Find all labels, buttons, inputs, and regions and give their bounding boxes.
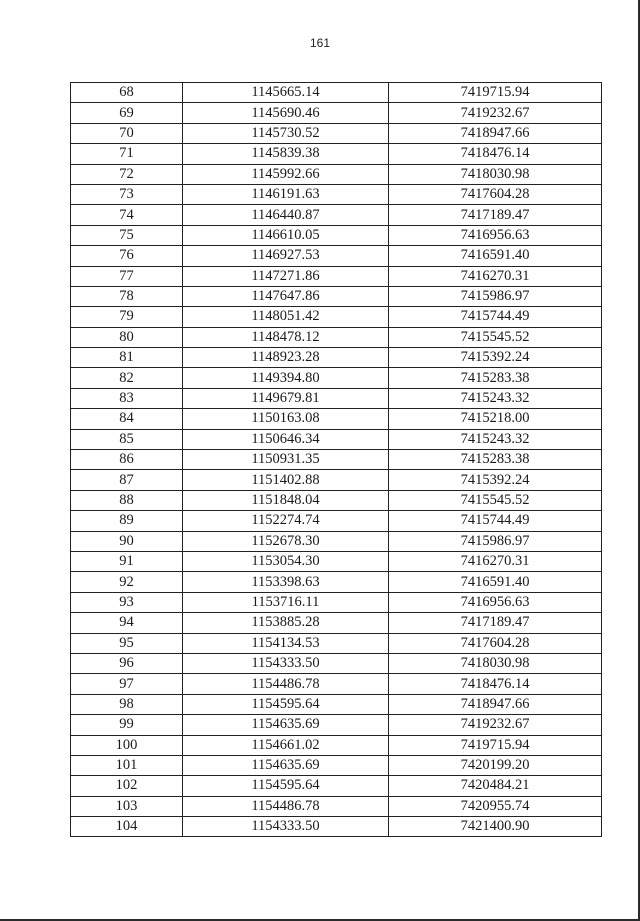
point-number-cell: 93: [71, 592, 183, 612]
x-coordinate-cell: 1146927.53: [183, 246, 389, 266]
x-coordinate-cell: 1150646.34: [183, 429, 389, 449]
y-coordinate-cell: 7415545.52: [389, 327, 602, 347]
point-number-cell: 71: [71, 144, 183, 164]
y-coordinate-cell: 7416270.31: [389, 551, 602, 571]
table-row: [71, 633, 602, 653]
x-coordinate-cell: 1154134.53: [183, 633, 389, 653]
point-number-cell: 97: [71, 674, 183, 694]
x-coordinate-cell: 1152274.74: [183, 511, 389, 531]
point-number-cell: 87: [71, 470, 183, 490]
table-row: [71, 184, 602, 204]
table-row: [71, 613, 602, 633]
x-coordinate-cell: 1154635.69: [183, 755, 389, 775]
x-coordinate-cell: 1154661.02: [183, 735, 389, 755]
y-coordinate-cell: 7419232.67: [389, 715, 602, 735]
point-number-cell: 96: [71, 653, 183, 673]
table-row: [71, 164, 602, 184]
table-row: [71, 144, 602, 164]
x-coordinate-cell: 1153054.30: [183, 551, 389, 571]
table-row: [71, 348, 602, 368]
table-row: [71, 450, 602, 470]
y-coordinate-cell: 7420955.74: [389, 796, 602, 816]
table-row: [71, 246, 602, 266]
point-number-cell: 77: [71, 266, 183, 286]
point-number-cell: 101: [71, 755, 183, 775]
point-number-cell: 88: [71, 490, 183, 510]
point-number-cell: 74: [71, 205, 183, 225]
point-number-cell: 90: [71, 531, 183, 551]
page-number: 161: [309, 36, 331, 50]
point-number-cell: 69: [71, 103, 183, 123]
x-coordinate-cell: 1146610.05: [183, 225, 389, 245]
y-coordinate-cell: 7418030.98: [389, 653, 602, 673]
y-coordinate-cell: 7415744.49: [389, 511, 602, 531]
x-coordinate-cell: 1146191.63: [183, 184, 389, 204]
x-coordinate-cell: 1146440.87: [183, 205, 389, 225]
y-coordinate-cell: 7415218.00: [389, 409, 602, 429]
y-coordinate-cell: 7416591.40: [389, 246, 602, 266]
y-coordinate-cell: 7418476.14: [389, 674, 602, 694]
x-coordinate-cell: 1145690.46: [183, 103, 389, 123]
x-coordinate-cell: 1154595.64: [183, 694, 389, 714]
y-coordinate-cell: 7418030.98: [389, 164, 602, 184]
point-number-cell: 76: [71, 246, 183, 266]
point-number-cell: 91: [71, 551, 183, 571]
coordinates-table: [70, 82, 602, 837]
y-coordinate-cell: 7415744.49: [389, 307, 602, 327]
point-number-cell: 99: [71, 715, 183, 735]
y-coordinate-cell: 7416270.31: [389, 266, 602, 286]
point-number-cell: 73: [71, 184, 183, 204]
y-coordinate-cell: 7415986.97: [389, 531, 602, 551]
table-row: [71, 796, 602, 816]
y-coordinate-cell: 7419715.94: [389, 735, 602, 755]
point-number-cell: 102: [71, 776, 183, 796]
table-row: [71, 674, 602, 694]
y-coordinate-cell: 7415283.38: [389, 368, 602, 388]
y-coordinate-cell: 7419232.67: [389, 103, 602, 123]
table-row: [71, 592, 602, 612]
y-coordinate-cell: 7416956.63: [389, 225, 602, 245]
x-coordinate-cell: 1154635.69: [183, 715, 389, 735]
point-number-cell: 79: [71, 307, 183, 327]
y-coordinate-cell: 7421400.90: [389, 817, 602, 837]
x-coordinate-cell: 1154333.50: [183, 817, 389, 837]
x-coordinate-cell: 1153885.28: [183, 613, 389, 633]
x-coordinate-cell: 1154595.64: [183, 776, 389, 796]
point-number-cell: 83: [71, 388, 183, 408]
y-coordinate-cell: 7415392.24: [389, 348, 602, 368]
table-row: [71, 735, 602, 755]
table-row: [71, 368, 602, 388]
table-row: [71, 327, 602, 347]
table-row: [71, 715, 602, 735]
y-coordinate-cell: 7416591.40: [389, 572, 602, 592]
x-coordinate-cell: 1149679.81: [183, 388, 389, 408]
x-coordinate-cell: 1148051.42: [183, 307, 389, 327]
point-number-cell: 70: [71, 123, 183, 143]
table-row: [71, 531, 602, 551]
point-number-cell: 68: [71, 83, 183, 103]
y-coordinate-cell: 7420199.20: [389, 755, 602, 775]
x-coordinate-cell: 1145730.52: [183, 123, 389, 143]
y-coordinate-cell: 7415545.52: [389, 490, 602, 510]
x-coordinate-cell: 1154333.50: [183, 653, 389, 673]
table-row: [71, 551, 602, 571]
table-row: [71, 490, 602, 510]
x-coordinate-cell: 1151402.88: [183, 470, 389, 490]
table-row: [71, 388, 602, 408]
table-row: [71, 694, 602, 714]
point-number-cell: 100: [71, 735, 183, 755]
point-number-cell: 72: [71, 164, 183, 184]
point-number-cell: 82: [71, 368, 183, 388]
x-coordinate-cell: 1150163.08: [183, 409, 389, 429]
x-coordinate-cell: 1153398.63: [183, 572, 389, 592]
y-coordinate-cell: 7415392.24: [389, 470, 602, 490]
y-coordinate-cell: 7415283.38: [389, 450, 602, 470]
y-coordinate-cell: 7420484.21: [389, 776, 602, 796]
point-number-cell: 78: [71, 286, 183, 306]
point-number-cell: 85: [71, 429, 183, 449]
table-row: [71, 817, 602, 837]
x-coordinate-cell: 1154486.78: [183, 674, 389, 694]
y-coordinate-cell: 7415243.32: [389, 429, 602, 449]
y-coordinate-cell: 7417604.28: [389, 633, 602, 653]
y-coordinate-cell: 7417189.47: [389, 205, 602, 225]
point-number-cell: 95: [71, 633, 183, 653]
table-row: [71, 83, 602, 103]
x-coordinate-cell: 1151848.04: [183, 490, 389, 510]
table-row: [71, 205, 602, 225]
point-number-cell: 92: [71, 572, 183, 592]
point-number-cell: 103: [71, 796, 183, 816]
y-coordinate-cell: 7417604.28: [389, 184, 602, 204]
x-coordinate-cell: 1149394.80: [183, 368, 389, 388]
table-row: [71, 429, 602, 449]
x-coordinate-cell: 1145839.38: [183, 144, 389, 164]
table-row: [71, 470, 602, 490]
x-coordinate-cell: 1152678.30: [183, 531, 389, 551]
x-coordinate-cell: 1148923.28: [183, 348, 389, 368]
point-number-cell: 75: [71, 225, 183, 245]
x-coordinate-cell: 1147647.86: [183, 286, 389, 306]
point-number-cell: 89: [71, 511, 183, 531]
point-number-cell: 81: [71, 348, 183, 368]
x-coordinate-cell: 1148478.12: [183, 327, 389, 347]
x-coordinate-cell: 1147271.86: [183, 266, 389, 286]
table-row: [71, 755, 602, 775]
table-row: [71, 409, 602, 429]
y-coordinate-cell: 7416956.63: [389, 592, 602, 612]
x-coordinate-cell: 1153716.11: [183, 592, 389, 612]
coordinates-table-body: [71, 83, 602, 837]
y-coordinate-cell: 7418476.14: [389, 144, 602, 164]
y-coordinate-cell: 7418947.66: [389, 694, 602, 714]
point-number-cell: 98: [71, 694, 183, 714]
table-row: [71, 225, 602, 245]
table-row: [71, 511, 602, 531]
table-row: [71, 307, 602, 327]
y-coordinate-cell: 7419715.94: [389, 83, 602, 103]
x-coordinate-cell: 1145665.14: [183, 83, 389, 103]
x-coordinate-cell: 1150931.35: [183, 450, 389, 470]
x-coordinate-cell: 1145992.66: [183, 164, 389, 184]
table-row: [71, 572, 602, 592]
point-number-cell: 84: [71, 409, 183, 429]
y-coordinate-cell: 7418947.66: [389, 123, 602, 143]
point-number-cell: 80: [71, 327, 183, 347]
table-row: [71, 123, 602, 143]
table-row: [71, 776, 602, 796]
point-number-cell: 104: [71, 817, 183, 837]
point-number-cell: 86: [71, 450, 183, 470]
table-row: [71, 266, 602, 286]
x-coordinate-cell: 1154486.78: [183, 796, 389, 816]
table-row: [71, 286, 602, 306]
table-row: [71, 103, 602, 123]
point-number-cell: 94: [71, 613, 183, 633]
y-coordinate-cell: 7415243.32: [389, 388, 602, 408]
y-coordinate-cell: 7417189.47: [389, 613, 602, 633]
table-row: [71, 653, 602, 673]
y-coordinate-cell: 7415986.97: [389, 286, 602, 306]
